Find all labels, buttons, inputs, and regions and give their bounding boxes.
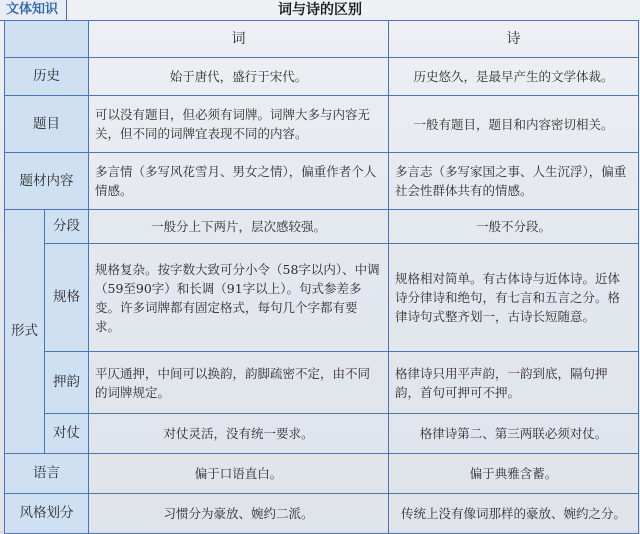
cell-content-ci: 多言情（多写风花雪月、男女之情），偏重作者个人情感。 [89, 153, 389, 210]
row-label-form: 形式 [5, 210, 45, 454]
column-header-ci: 词 [89, 21, 389, 58]
row-label-history: 历史 [5, 58, 89, 96]
cell-style-shi: 传统上没有像词那样的豪放、婉约之分。 [389, 494, 639, 534]
row-label-language: 语言 [5, 454, 89, 494]
comparison-table [4, 20, 639, 534]
cell-topic-ci: 可以没有题目，但必须有词牌。词牌大多与内容无关，但不同的词牌宜表现不同的内容。 [89, 96, 389, 153]
row-label-segment: 分段 [45, 210, 89, 244]
cell-parallel-shi: 格律诗第二、第三两联必须对仗。 [389, 414, 639, 454]
header-row [5, 21, 639, 58]
table-row [5, 58, 639, 96]
table-row [5, 414, 639, 454]
cell-meter-shi: 规格相对简单。有古体诗与近体诗。近体诗分律诗和绝句，有七言和五言之分。格律诗句式整齐划一，古诗长短随意。 [389, 244, 639, 352]
cell-rhyme-shi: 格律诗只用平声韵，一韵到底，隔句押韵，首句可押可不押。 [389, 352, 639, 414]
corner-cell [5, 21, 89, 58]
cell-segment-ci: 一般分上下两片，层次感较强。 [89, 210, 389, 244]
cell-meter-ci: 规格复杂。按字数大致可分小令（58字以内）、中调（59至90字）和长调（91字以上）。句式参差多变。许多词牌都有固定格式，每句几个字都有要求。 [89, 244, 389, 352]
cell-content-shi: 多言志（多写家国之事、人生沉浮），偏重社会性群体共有的情感。 [389, 153, 639, 210]
row-label-style: 风格划分 [5, 494, 89, 534]
cell-history-shi: 历史悠久，是最早产生的文学体裁。 [389, 58, 639, 96]
table-row [5, 153, 639, 210]
cell-style-ci: 习惯分为豪放、婉约二派。 [89, 494, 389, 534]
table-row [5, 210, 639, 244]
cell-language-ci: 偏于口语直白。 [89, 454, 389, 494]
row-label-rhyme: 押韵 [45, 352, 89, 414]
cell-language-shi: 偏于典雅含蓄。 [389, 454, 639, 494]
table-row [5, 96, 639, 153]
row-label-parallel: 对仗 [45, 414, 89, 454]
cell-parallel-ci: 对仗灵活，没有统一要求。 [89, 414, 389, 454]
cell-segment-shi: 一般不分段。 [389, 210, 639, 244]
section-tag: 文体知识 [0, 0, 67, 21]
table-row [5, 244, 639, 352]
row-label-meter: 规格 [45, 244, 89, 352]
table-row [5, 494, 639, 534]
row-label-content: 题材内容 [5, 153, 89, 210]
row-label-topic: 题目 [5, 96, 89, 153]
cell-rhyme-ci: 平仄通押，中间可以换韵，韵脚疏密不定，由不同的词牌规定。 [89, 352, 389, 414]
cell-history-ci: 始于唐代，盛行于宋代。 [89, 58, 389, 96]
table-row [5, 454, 639, 494]
page-title: 词与诗的区别 [278, 2, 362, 18]
cell-topic-shi: 一般有题目，题目和内容密切相关。 [389, 96, 639, 153]
table-row [5, 352, 639, 414]
column-header-shi: 诗 [389, 21, 639, 58]
